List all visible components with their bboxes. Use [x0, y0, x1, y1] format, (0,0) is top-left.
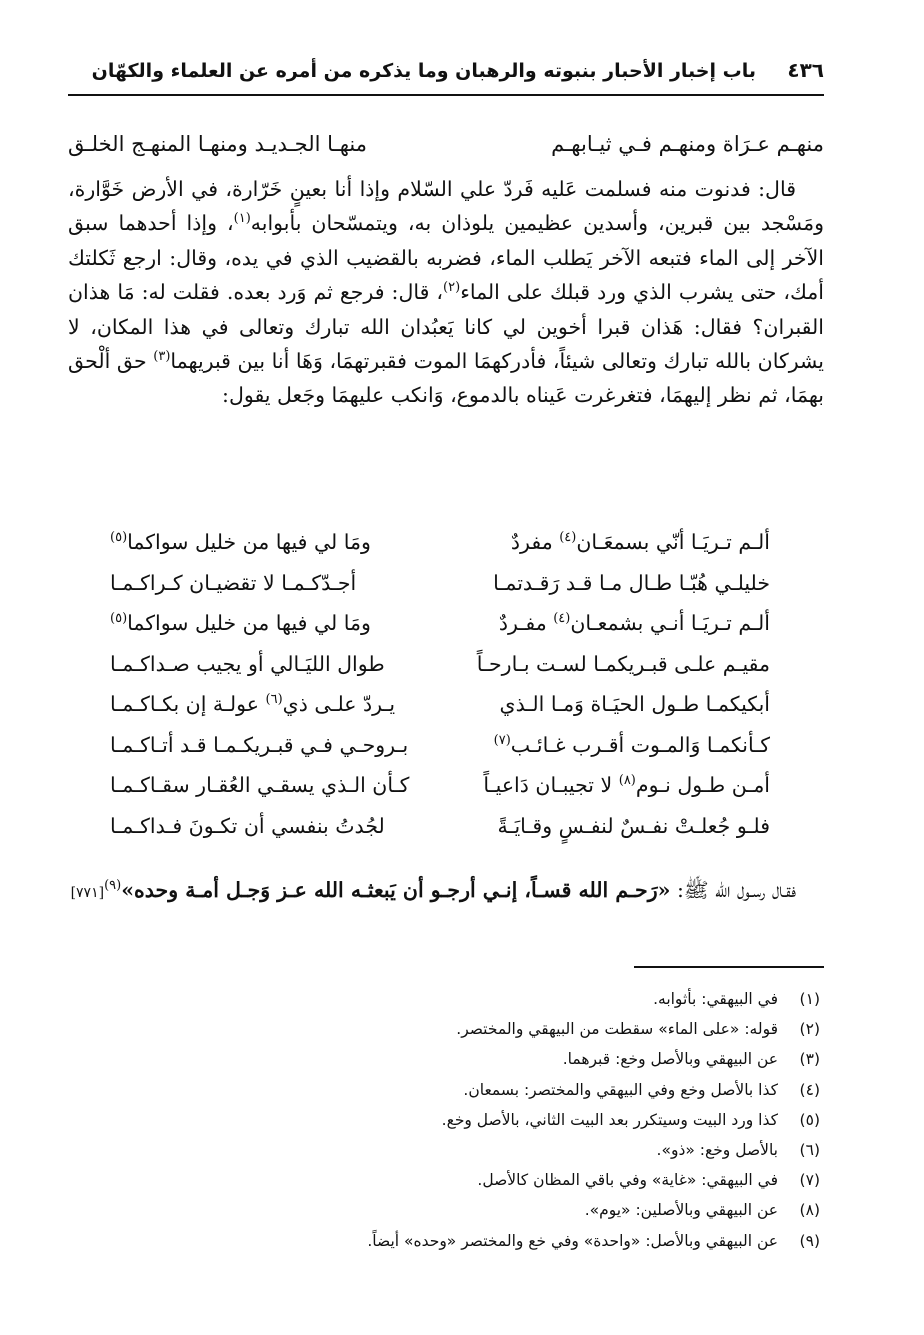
- poem-second-hemistich: لجُدتُ بنفسي أن تكـونَ فـداكـمـا: [110, 813, 385, 838]
- narrative-part-2: ، وإذا أحدهما سبق الآخر إلى الماء فتبعه الآخر يَطلب الماء، فضربه بالقضيب الذي في يده، وقال: ارجع ثَكلتك أمك، حتى يشرب الذي ورد قبلك على الماء: [68, 211, 824, 305]
- poem-verse: [110, 563, 770, 604]
- footnote-text: كذا بالأصل وخع وفي البيهقي والمختصر: بسمعان.: [463, 1080, 778, 1099]
- footnote-divider: [634, 966, 824, 968]
- hadith-paragraph: [68, 872, 824, 911]
- footnote-ref-1: (١): [233, 211, 251, 227]
- poem-first-hemistich: مقيـم علـى قبـريكمـا لسـت بـارحـاً: [476, 651, 770, 676]
- footnote-number: (٦): [799, 1140, 820, 1159]
- poem-second-hemistich: كـأن الـذي يسقـي العُقـار سقـاكـمـا: [110, 773, 410, 797]
- poem-first-hemistich: أمـن طـول نـوم$^{(٨)}$ لا تجيبـان دَاعيـاً: [483, 773, 770, 797]
- footnote-text: في البيهقي: «غاية» وفي باقي المظان كالأصل.: [477, 1171, 778, 1190]
- footnote-text: بالأصل وخع: «ذو».: [656, 1140, 778, 1159]
- page-number: ٤٣٦: [787, 58, 824, 82]
- narrative-part-1: قال: فدنوت منه فسلمت عَليه فَردّ علي السّلام وإذا أنا بعينٍ خَرّارة، في الأرض خَوَّارة، ومَسْجد بين قبرين، وأسدين عظيمين يلوذان به، ويتمسّحان بأبوابه: [68, 177, 824, 236]
- poem-first-hemistich: كـأنكمـا وَالمـوت أقـرب غـائـب$^{(٧)}$: [493, 732, 770, 757]
- poem-second-hemistich: ومَا لي فيها من خليل سواكما$^{(٥)}$: [110, 611, 371, 635]
- footnote-text: في البيهقي: بأثوابه.: [653, 990, 778, 1008]
- opening-verse-second-hemistich: منهـا الجـديـد ومنهـا المنهـج الخلـق: [68, 132, 367, 156]
- poem-verse: [110, 684, 770, 725]
- poem-verse: [110, 522, 770, 563]
- footnote-number: (١): [799, 990, 820, 1008]
- poem-second-hemistich: أجـدّكـمـا لا تقضيـان كـراكـمـا: [110, 570, 357, 595]
- footnote-number: (٧): [799, 1171, 820, 1190]
- footnote-text: قوله: «على الماء» سقطت من البيهقي والمختصر.: [456, 1020, 778, 1039]
- footnote-text: عن البيهقي وبالأصل وخع: قبرهما.: [562, 1050, 778, 1069]
- footnote-text: كذا ورد البيت وسيتكرر بعد البيت الثاني، بالأصل وخع.: [441, 1110, 778, 1129]
- poem-first-hemistich: ألـم تـريَـا أنّي بسمعَـان$^{(٤)}$ مفردٌ: [510, 530, 770, 554]
- footnote-ref-2: (٢): [443, 280, 461, 296]
- poem: [110, 522, 770, 846]
- poem-second-hemistich: طوال الليَـالي أو يجيب صـداكـمـا: [110, 651, 385, 676]
- running-header: [68, 54, 824, 96]
- narrative-text: [68, 172, 824, 413]
- footnote-number: (٥): [799, 1110, 820, 1129]
- poem-first-hemistich: أبكيكمـا طـول الحيَـاة وَمـا الـذي: [499, 692, 770, 716]
- footnote-number: (٨): [799, 1201, 820, 1220]
- poem-verse: [110, 603, 770, 644]
- footnote-item: [100, 1014, 820, 1044]
- poem-first-hemistich: فلـو جُعلـتْ نفـسٌ لنفـسٍ وقـايَـةً: [497, 813, 770, 838]
- poem-second-hemistich: يـردّ علـى ذي$^{(٦)}$ عولـة إن بكـاكـمـا: [110, 692, 396, 716]
- chapter-title: باب إخبار الأحبار بنبوته والرهبان وما يذكره من أمره عن العلماء والكهّان: [91, 60, 756, 82]
- hadith-number: [٧٧١]: [70, 885, 105, 901]
- poem-first-hemistich: خليلـي هُبّـا طـال مـا قـد رَقـدتمـا: [493, 570, 770, 595]
- footnote-item: [100, 1226, 820, 1256]
- opening-verse: [68, 124, 824, 164]
- opening-verse-first-hemistich: منهـم عـرَاة ومنهـم فـي ثيـابهـم: [551, 132, 824, 156]
- hadith-lead: فقـال رسـول الله ﷺ:: [670, 878, 796, 902]
- footnote-number: (٤): [799, 1080, 820, 1099]
- footnote-number: (٣): [799, 1050, 820, 1069]
- footnote-text: عن البيهقي وبالأصل: «واحدة» وفي خع والمختصر «وحده» أيضاً.: [367, 1231, 778, 1250]
- footnote-ref-3: (٣): [153, 349, 171, 365]
- footnote-item: [100, 1105, 820, 1135]
- narrative-part-3: ، قال: فرجع ثم وَرد بعده. فقلت له: مَا هذان القبران؟ فقال: هَذان قبرا أخوين لي كانا يَعبُدان الله تبارك وتعالى في هذا المكان، لا يشركان بالله تبارك وتعالى شيئاً، فأدركهمَا الموت فقبرتهمَا، وَهَا أنا بين قبريهما: [68, 280, 825, 374]
- narrative-paragraph: [68, 172, 824, 413]
- footnote-item: [100, 1135, 820, 1165]
- footnote-item: [100, 984, 820, 1014]
- footnotes: [100, 984, 820, 1256]
- narrative-part-4: حق ألْحق بهمَا، ثم نظر إليهمَا، فتغرغرت عَيناه بالدموع، وَانكب عليهمَا وجَعل يقول:: [68, 349, 824, 408]
- poem-verse: [110, 765, 770, 806]
- footnote-item: [100, 1165, 820, 1195]
- poem-verse: [110, 725, 770, 766]
- footnote-item: [100, 1044, 820, 1074]
- poem-verse: [110, 644, 770, 685]
- poem-second-hemistich: بـروحـي فـي قبـريكـمـا قـد أتـاكـمـا: [110, 732, 409, 757]
- poem-second-hemistich: ومَا لي فيها من خليل سواكما$^{(٥)}$: [110, 530, 371, 554]
- poem-verse: [110, 806, 770, 847]
- footnote-item: [100, 1075, 820, 1105]
- footnote-ref-9: (٩): [104, 878, 122, 894]
- footnote-text: عن البيهقي وبالأصلين: «يوم».: [584, 1201, 778, 1220]
- footnote-item: [100, 1195, 820, 1225]
- poem-first-hemistich: ألـم تـريَـا أنـي بشمعـان$^{(٤)}$ مفـردٌ: [498, 611, 770, 635]
- hadith-quote: «رَحـم الله قسـاً، إنـي أرجـو أن يَبعثـه الله عـز وَجـل أمـة وحده»: [121, 878, 671, 902]
- footnote-number: (٩): [799, 1231, 820, 1250]
- footnote-number: (٢): [799, 1020, 820, 1039]
